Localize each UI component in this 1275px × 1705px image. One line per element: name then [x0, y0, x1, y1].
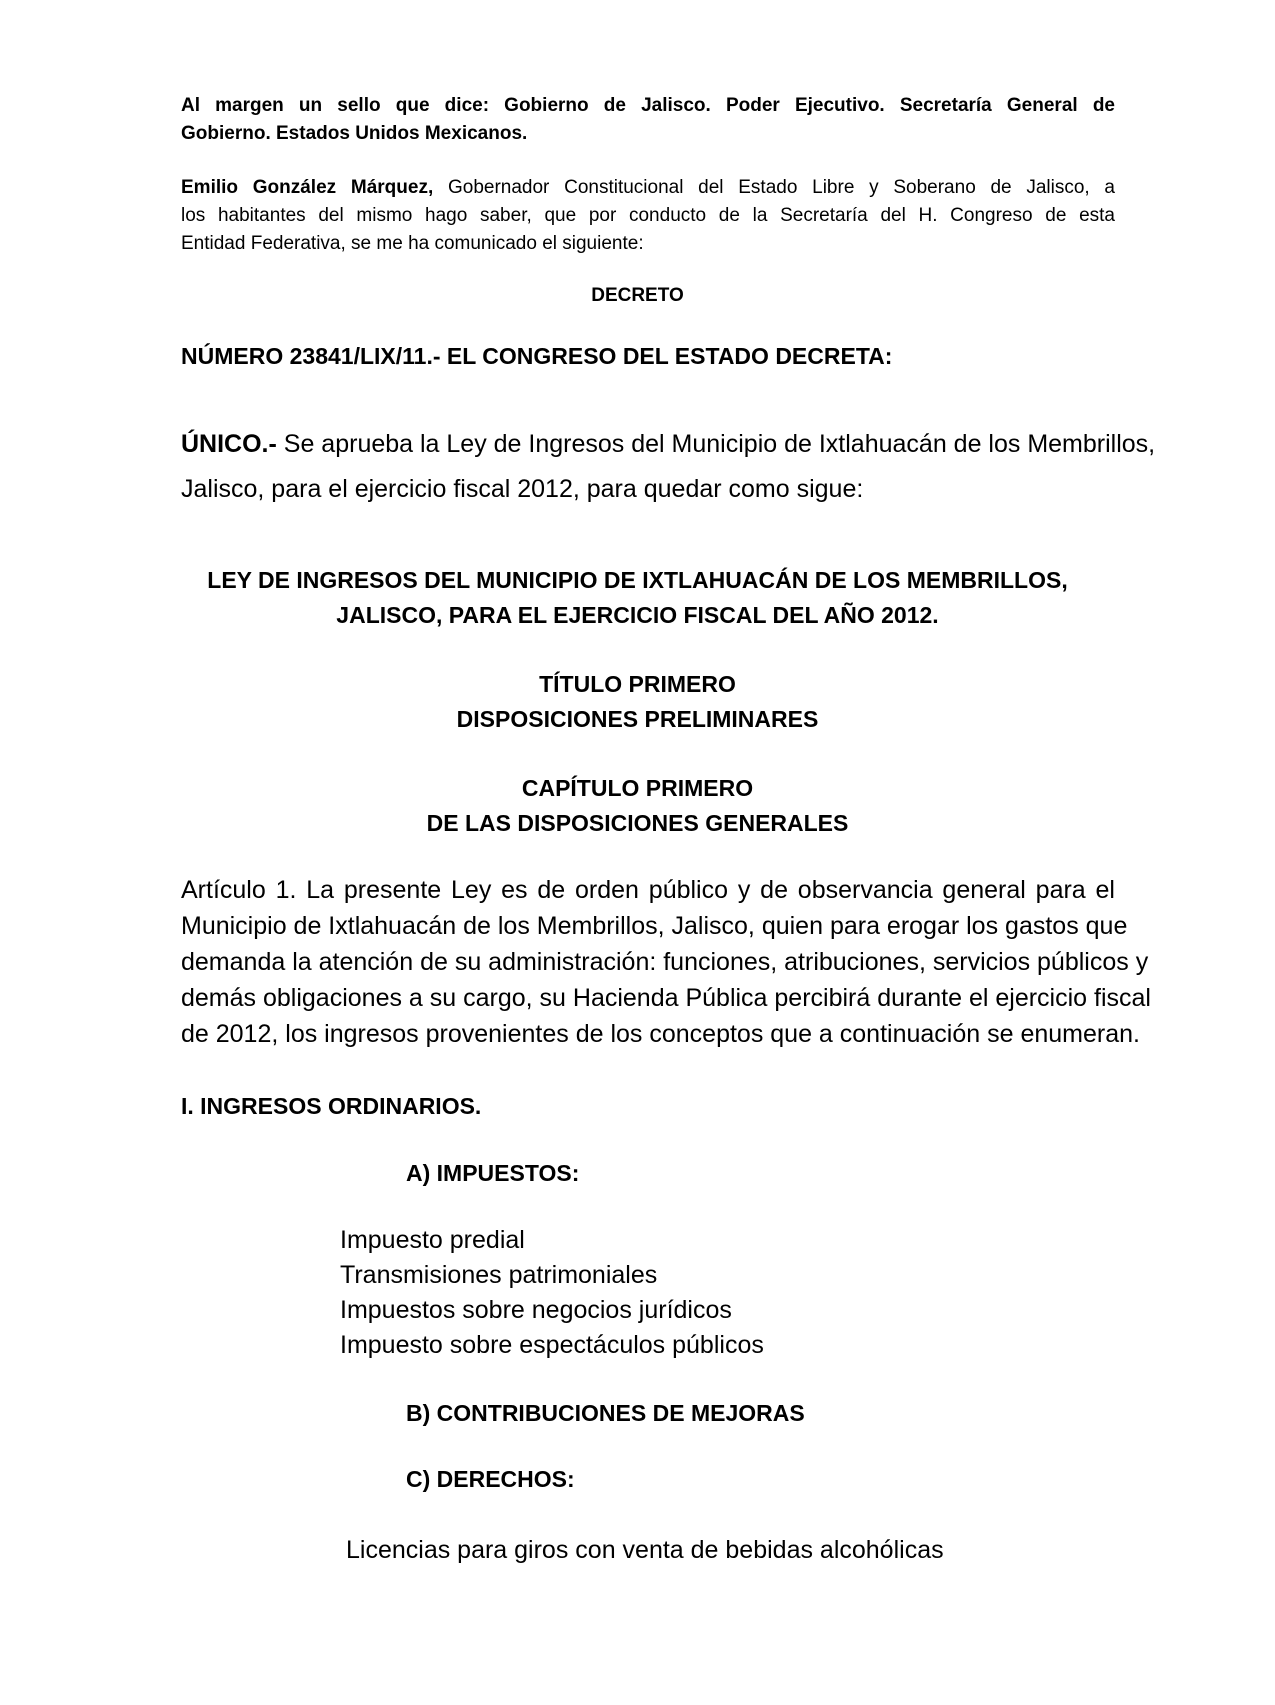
impuesto-item: Transmisiones patrimoniales — [340, 1261, 658, 1289]
article-1-line-4: demás obligaciones a su cargo, su Hacienda Pública percibirá durante el ejercicio fiscal — [181, 984, 1151, 1012]
impuesto-item: Impuesto predial — [340, 1226, 525, 1254]
governor-intro-line-1 — [181, 174, 1115, 202]
section-c-heading: C) DERECHOS: — [406, 1466, 575, 1492]
unico-label: ÚNICO.- — [181, 430, 277, 458]
article-1-line-3: demanda la atención de su administración: funciones, atribuciones, servicios públicos y — [181, 948, 1149, 976]
impuesto-item: Impuesto sobre espectáculos públicos — [340, 1331, 764, 1359]
margin-note-line-2: Gobierno. Estados Unidos Mexicanos. — [181, 123, 528, 144]
capitulo-heading: CAPÍTULO PRIMERO — [521, 775, 754, 801]
section-b-heading: B) CONTRIBUCIONES DE MEJORAS — [406, 1400, 805, 1426]
governor-name: Emilio González Márquez, — [181, 177, 434, 198]
article-1-line-2: Municipio de Ixtlahuacán de los Membrillos, Jalisco, quien para erogar los gastos que — [181, 912, 1128, 940]
section-a-heading: A) IMPUESTOS: — [406, 1160, 580, 1186]
margin-note-line-1: Al margen un sello que dice: Gobierno de Jalisco. Poder Ejecutivo. Secretaría General de — [181, 95, 1115, 116]
titulo-heading: TÍTULO PRIMERO — [539, 671, 736, 697]
unico-paragraph-line-2: Jalisco, para el ejercicio fiscal 2012, para quedar como sigue: — [181, 475, 864, 503]
law-title-line-2: JALISCO, PARA EL EJERCICIO FISCAL DEL AÑO 2012. — [336, 602, 939, 628]
section-i-heading: I. INGRESOS ORDINARIOS. — [181, 1093, 482, 1119]
impuesto-item: Impuestos sobre negocios jurídicos — [340, 1296, 732, 1324]
titulo-subheading: DISPOSICIONES PRELIMINARES — [456, 706, 819, 732]
decree-label: DECRETO — [591, 285, 684, 306]
capitulo-subheading: DE LAS DISPOSICIONES GENERALES — [426, 810, 849, 836]
derecho-item: Licencias para giros con venta de bebidas alcohólicas — [346, 1536, 944, 1564]
unico-paragraph-line-1 — [181, 430, 1156, 459]
article-1-line-5: de 2012, los ingresos provenientes de los conceptos que a continuación se enumeran. — [181, 1020, 1140, 1048]
unico-text: Se aprueba la Ley de Ingresos del Municipio de Ixtlahuacán de los Membrillos, — [283, 430, 1156, 458]
governor-intro-rest: Gobernador Constitucional del Estado Libre y Soberano de Jalisco, a — [447, 177, 1116, 198]
law-title-line-1: LEY DE INGRESOS DEL MUNICIPIO DE IXTLAHUACÁN DE LOS MEMBRILLOS, — [207, 567, 1068, 593]
governor-intro-line-2: los habitantes del mismo hago saber, que por conducto de la Secretaría del H. Congreso de esta — [181, 205, 1115, 226]
article-1-line-1: Artículo 1. La presente Ley es de orden público y de observancia general para el — [181, 876, 1115, 904]
decree-number-heading: NÚMERO 23841/LIX/11.- EL CONGRESO DEL ESTADO DECRETA: — [181, 343, 893, 369]
governor-intro-line-3: Entidad Federativa, se me ha comunicado el siguiente: — [181, 233, 644, 254]
